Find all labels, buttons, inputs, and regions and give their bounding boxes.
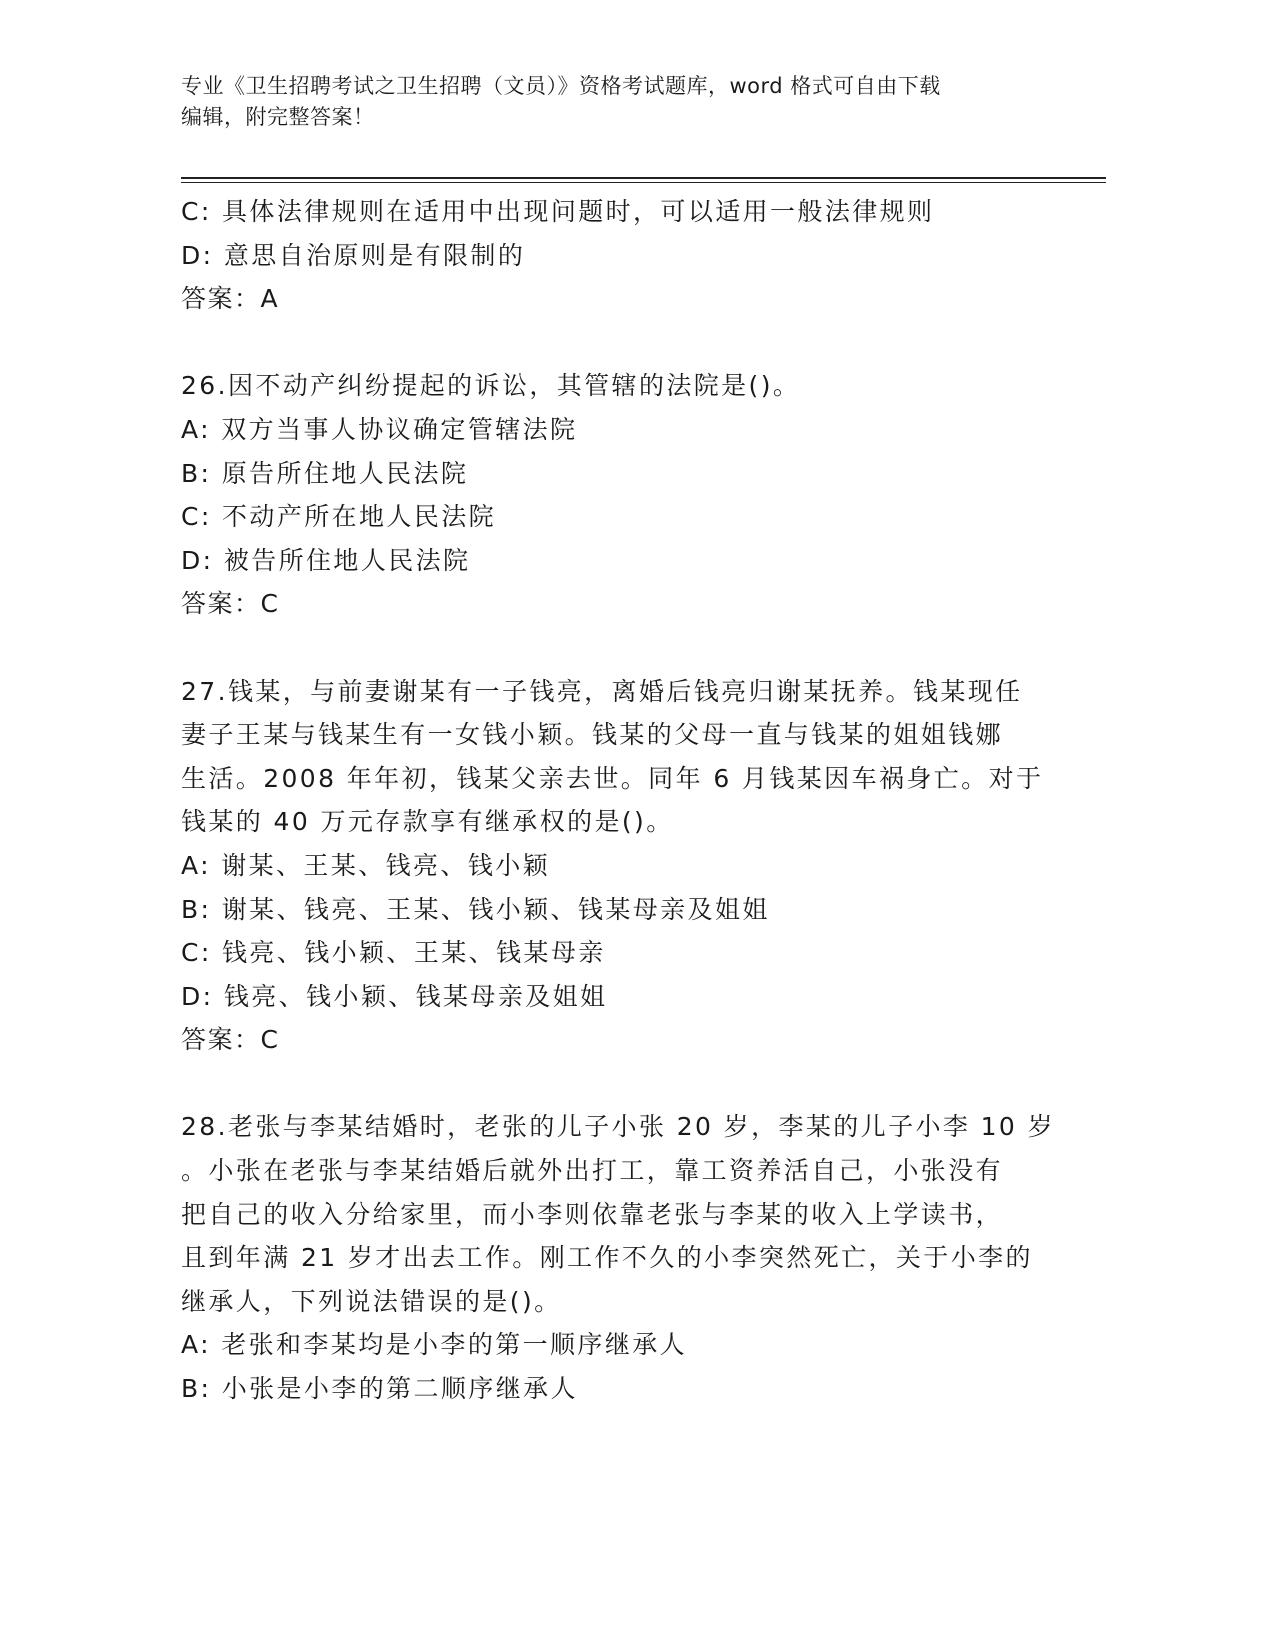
answer-line: 答案：C bbox=[181, 589, 280, 619]
answer-line: 答案：C bbox=[181, 1025, 280, 1055]
option-b: B: 谢某、钱亮、王某、钱小颖、钱某母亲及姐姐 bbox=[181, 894, 770, 924]
option-a: A: 谢某、王某、钱亮、钱小颖 bbox=[181, 850, 551, 880]
question-27 bbox=[181, 670, 1044, 1062]
answer-line: 答案：A bbox=[181, 284, 280, 314]
option-d: D: 意思自治原则是有限制的 bbox=[181, 240, 526, 270]
header-divider-thick bbox=[181, 177, 1106, 179]
option-b: B: 原告所住地人民法院 bbox=[181, 458, 469, 488]
question-28 bbox=[181, 1105, 1055, 1410]
question-stem-line: 且到年满 21 岁才出去工作。刚工作不久的小李突然死亡，关于小李的 bbox=[181, 1243, 1033, 1273]
question-stem-line: 28.老张与李某结婚时，老张的儿子小张 20 岁，李某的儿子小李 10 岁 bbox=[181, 1112, 1055, 1142]
header-line-1: 专业《卫生招聘考试之卫生招聘（文员）》资格考试题库，word 格式可自由下载 bbox=[181, 74, 941, 98]
option-c: C: 不动产所在地人民法院 bbox=[181, 502, 497, 532]
document-header bbox=[181, 71, 1041, 133]
question-body bbox=[181, 190, 1055, 1411]
header-line-2: 编辑，附完整答案！ bbox=[181, 105, 375, 129]
option-a: A: 老张和李某均是小李的第一顺序继承人 bbox=[181, 1330, 688, 1360]
question-stem-line: 27.钱某，与前妻谢某有一子钱亮，离婚后钱亮归谢某抚养。钱某现任 bbox=[181, 676, 1023, 706]
question-stem: 26.因不动产纠纷提起的诉讼，其管辖的法院是()。 bbox=[181, 371, 801, 401]
option-a: A: 双方当事人协议确定管辖法院 bbox=[181, 414, 578, 444]
option-d: D: 被告所住地人民法院 bbox=[181, 545, 471, 575]
option-c: C: 钱亮、钱小颖、王某、钱某母亲 bbox=[181, 938, 606, 968]
option-b: B: 小张是小李的第二顺序继承人 bbox=[181, 1374, 578, 1404]
option-c: C: 具体法律规则在适用中出现问题时，可以适用一般法律规则 bbox=[181, 197, 935, 226]
question-stem-line: 生活。2008 年年初，钱某父亲去世。同年 6 月钱某因车祸身亡。对于 bbox=[181, 763, 1044, 793]
question-stem-line: 妻子王某与钱某生有一女钱小颖。钱某的父母一直与钱某的姐姐钱娜 bbox=[181, 720, 1004, 750]
question-stem-line: 钱某的 40 万元存款享有继承权的是()。 bbox=[181, 807, 674, 837]
prev-question bbox=[181, 190, 1041, 321]
header-divider-thin bbox=[181, 182, 1106, 183]
question-stem-line: 把自己的收入分给家里，而小李则依靠老张与李某的收入上学读书， bbox=[181, 1199, 1004, 1229]
question-stem-line: 。小张在老张与李某结婚后就外出打工，靠工资养活自己，小张没有 bbox=[181, 1156, 1004, 1186]
question-stem-line: 继承人，下列说法错误的是()。 bbox=[181, 1286, 562, 1316]
option-d: D: 钱亮、钱小颖、钱某母亲及姐姐 bbox=[181, 981, 608, 1011]
question-26 bbox=[181, 364, 1041, 626]
